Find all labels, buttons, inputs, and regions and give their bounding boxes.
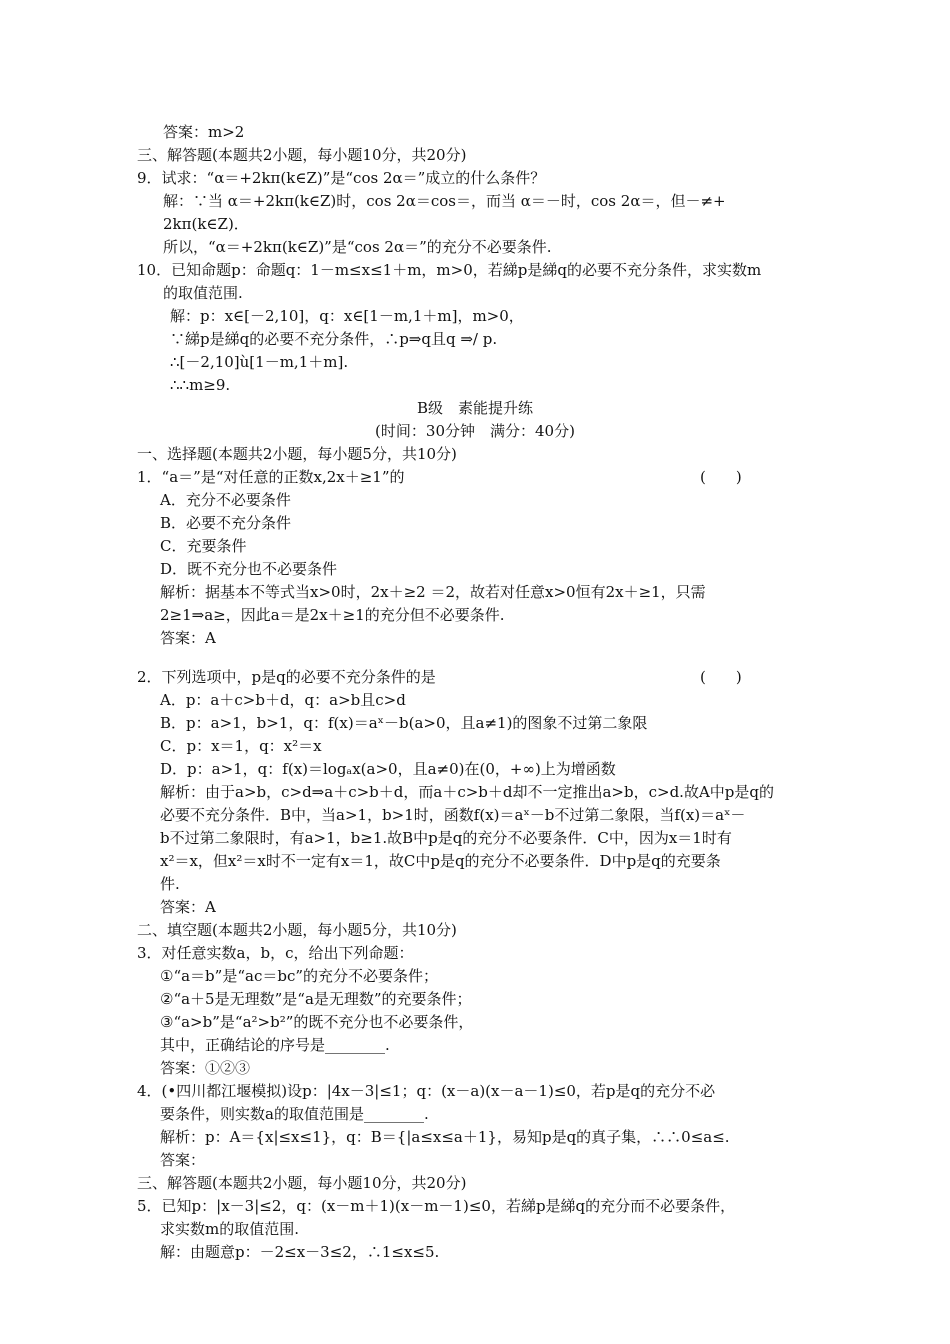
text-line: 10．已知命题p：命题q：1－m≤x≤1＋m，m>0，若綈p是綈q的必要不充分条件，求实数m — [137, 261, 762, 279]
section-b-subtitle: (时间：30分钟 满分：40分) — [375, 422, 575, 440]
text-line: 解析：p：A＝{x|≤x≤1}，q：B＝{|a≤x≤a＋1}，易知p是q的真子集，∴∴0≤a≤. — [160, 1128, 730, 1146]
answer-blank-q2: ( ) — [700, 668, 742, 686]
text-line: 2．下列选项中，p是q的必要不充分条件的是 — [137, 668, 436, 686]
text-line: A．p：a＋c>b＋d，q：a>b且c>d — [160, 691, 406, 709]
text-line: A．充分不必要条件 — [160, 491, 291, 509]
text-line: ②“a＋5是无理数”是“a是无理数”的充要条件； — [160, 990, 472, 1008]
text-line: 5．已知p：|x－3|≤2，q：(x－m＋1)(x－m－1)≤0，若綈p是綈q的充分而不必要条件， — [137, 1197, 736, 1215]
text-line: 其中，正确结论的序号是________. — [160, 1036, 390, 1054]
text-line: 答案：①②③ — [160, 1059, 251, 1077]
text-line: 解析：由于a>b，c>d⇒a＋c>b＋d，而a＋c>b＋d却不一定推出a>b，c>d.故A中p是q的 — [160, 783, 774, 801]
text-line: 答案：m>2 — [163, 123, 245, 141]
text-line: 的取值范围. — [163, 284, 243, 302]
text-line: 答案：A — [160, 629, 216, 647]
answer-blank-q1: ( ) — [700, 468, 742, 486]
text-line: ∵綈p是綈q的必要不充分条件，∴p⇒q且q ⇒/ p. — [170, 330, 498, 348]
text-line: 一、选择题(本题共2小题，每小题5分，共10分) — [137, 445, 457, 463]
text-line: C．p：x＝1，q：x²＝x — [160, 737, 322, 755]
text-line: 三、解答题(本题共2小题，每小题10分，共20分) — [137, 146, 467, 164]
text-line: D．既不充分也不必要条件 — [160, 560, 338, 578]
text-line: 解析：据基本不等式当x>0时，2x＋≥2 ＝2，故若对任意x>0恒有2x＋≥1，只需 — [160, 583, 706, 601]
text-line: 2≥1⇒a≥，因此a＝是2x＋≥1的充分但不必要条件. — [160, 606, 505, 624]
text-line: 必要不充分条件．B中，当a>1，b>1时，函数f(x)＝aˣ－b不过第二象限，当f(x)＝aˣ－ — [160, 806, 746, 824]
text-line: 解：p：x∈[－2,10]，q：x∈[1－m,1＋m]，m>0， — [170, 307, 524, 325]
text-line: 解：由题意p：－2≤x－3≤2，∴1≤x≤5. — [160, 1243, 440, 1261]
text-line: b不过第二象限时，有a>1，b≥1.故B中p是q的充分不必要条件．C中，因为x＝1时有 — [160, 829, 732, 847]
text-line: 解：∵当 α＝+2kπ(k∈Z)时，cos 2α＝cos＝，而当 α＝－时，cos 2α＝，但－≠+ — [163, 192, 726, 210]
text-line: D．p：a>1，q：f(x)＝logₐx(a>0，且a≠0)在(0，+∞)上为增函数 — [160, 760, 616, 778]
text-line: 答案： — [160, 1151, 206, 1169]
text-line: 答案：A — [160, 898, 216, 916]
section-b-title: B级 素能提升练 — [416, 399, 534, 417]
text-line: 件. — [160, 875, 180, 893]
text-line: x²＝x，但x²＝x时不一定有x＝1，故C中p是q的充分不必要条件．D中p是q的充要条 — [160, 852, 721, 870]
text-line: C．充要条件 — [160, 537, 247, 555]
text-line: ③“a>b”是“a²>b²”的既不充分也不必要条件， — [160, 1013, 474, 1031]
text-line: 9．试求：“α＝+2kπ(k∈Z)”是“cos 2α＝”成立的什么条件？ — [137, 169, 546, 187]
text-line: ∴[－2,10]ù[1－m,1＋m]. — [170, 353, 349, 371]
text-line: B．必要不充分条件 — [160, 514, 292, 532]
text-line: 2kπ(k∈Z)． — [163, 215, 249, 233]
text-line: 所以，“α＝+2kπ(k∈Z)”是“cos 2α＝”的充分不必要条件. — [163, 238, 552, 256]
text-line: 求实数m的取值范围. — [160, 1220, 299, 1238]
text-line: 要条件，则实数a的取值范围是________. — [160, 1105, 429, 1123]
text-line: 1．“a＝”是“对任意的正数x,2x＋≥1”的 — [137, 468, 405, 486]
text-line: ①“a＝b”是“ac＝bc”的充分不必要条件； — [160, 967, 439, 985]
text-line: 4．(•四川都江堰模拟)设p：|4x－3|≤1；q：(x－a)(x－a－1)≤0，若p是q的充分不必 — [137, 1082, 716, 1100]
text-line: 3．对任意实数a，b，c，给出下列命题： — [137, 944, 414, 962]
text-line: 二、填空题(本题共2小题，每小题5分，共10分) — [137, 921, 457, 939]
text-line: B．p：a>1，b>1，q：f(x)＝aˣ－b(a>0，且a≠1)的图象不过第二象限 — [160, 714, 648, 732]
text-line: ∴∴m≥9. — [170, 376, 231, 394]
text-line: 三、解答题(本题共2小题，每小题10分，共20分) — [137, 1174, 467, 1192]
